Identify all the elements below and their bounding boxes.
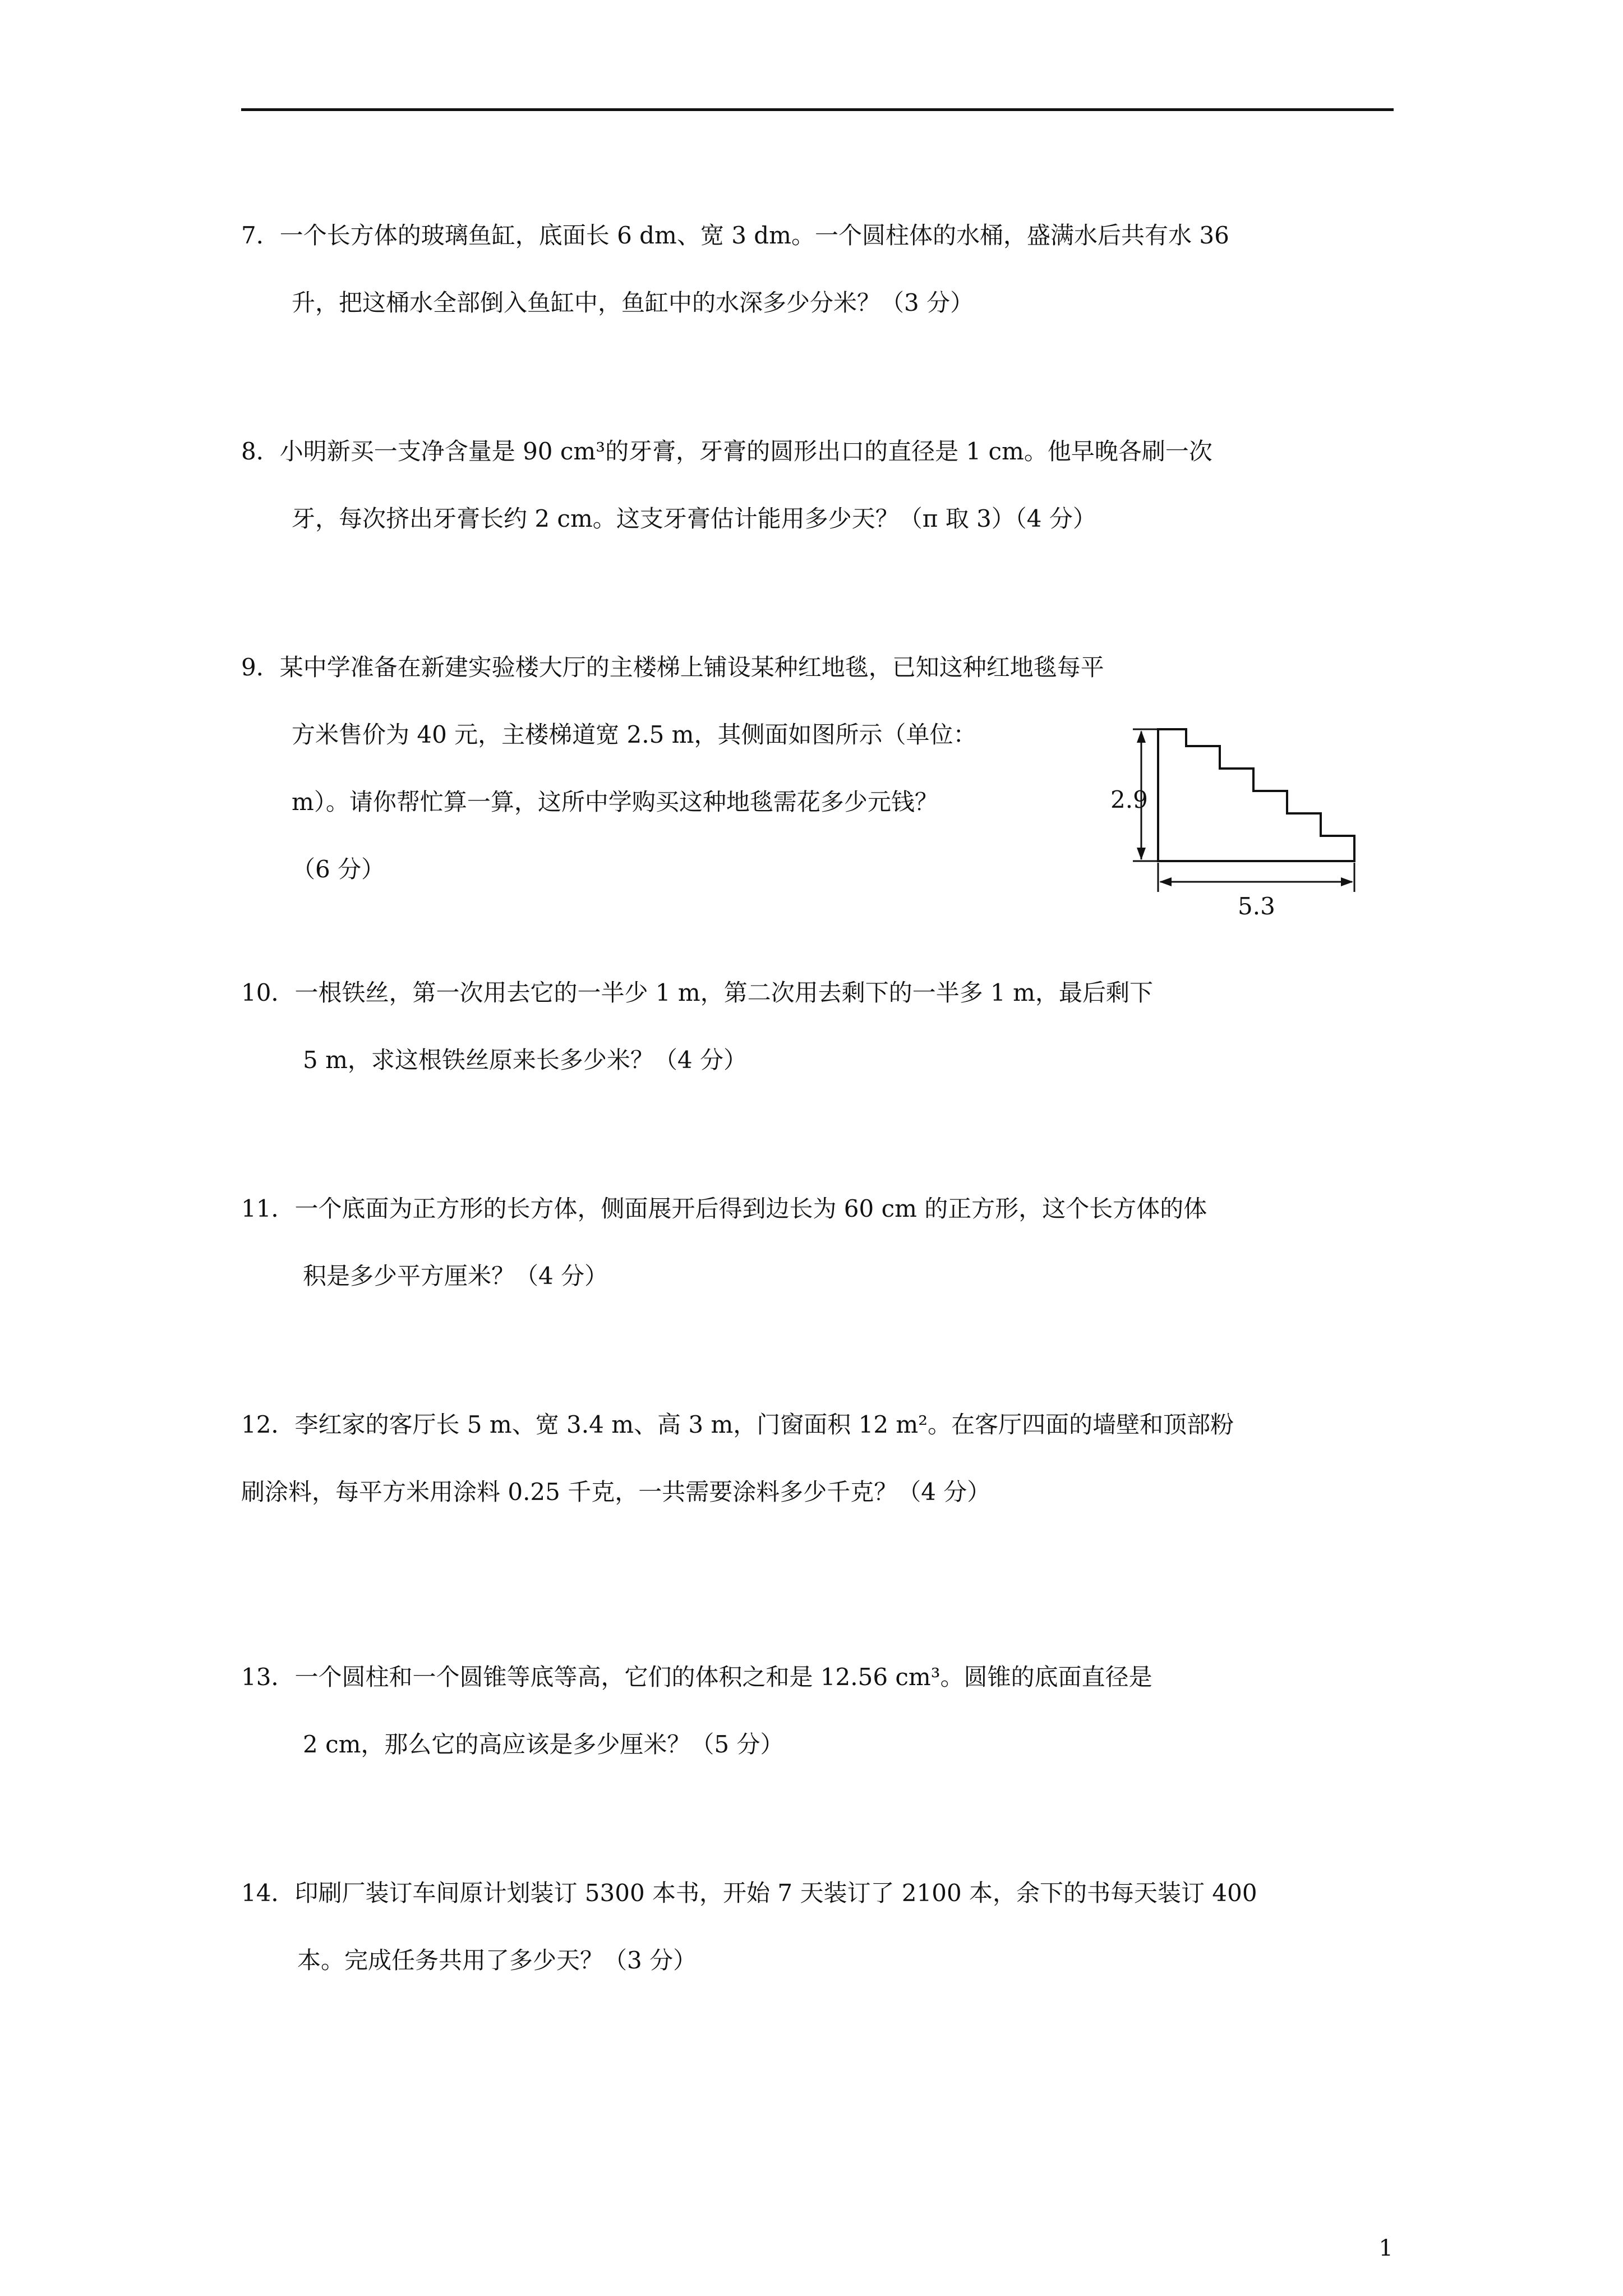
- question-line: 积是多少平方厘米？（4 分）: [303, 1262, 608, 1290]
- question-number: 12．: [241, 1411, 295, 1438]
- question-number: 11．: [241, 1195, 295, 1222]
- question-line: 本。完成任务共用了多少天？（3 分）: [297, 1947, 697, 1974]
- question-line: 9．某中学准备在新建实验楼大厅的主楼梯上铺设某种红地毯，已知这种红地毯每平: [241, 634, 1104, 701]
- staircase-outline: [1158, 729, 1354, 861]
- question-line: 7．一个长方体的玻璃鱼缸，底面长 6 dm、宽 3 dm。一个圆柱体的水桶，盛满水后共有水 36: [241, 202, 1229, 269]
- page-number: 1: [1378, 2235, 1393, 2261]
- question-number: 7．: [241, 222, 280, 249]
- question-12: [241, 1391, 1234, 1526]
- arrow-down: [1137, 848, 1146, 860]
- question-10: [241, 959, 1153, 1094]
- question-line: 13．一个圆柱和一个圆锥等底等高，它们的体积之和是 12.56 cm³。圆锥的底面直径是: [241, 1644, 1152, 1711]
- question-line: 牙，每次挤出牙膏长约 2 cm。这支牙膏估计能用多少天？（π 取 3）（4 分）: [292, 505, 1096, 532]
- question-line: 5 m，求这根铁丝原来长多少米？（4 分）: [303, 1046, 747, 1074]
- question-11: [241, 1175, 1207, 1310]
- question-line: 升，把这桶水全部倒入鱼缸中，鱼缸中的水深多少分米？（3 分）: [292, 289, 974, 316]
- question-line: 11．一个底面为正方形的长方体，侧面展开后得到边长为 60 cm 的正方形，这个长方体的体: [241, 1175, 1207, 1243]
- question-number: 8．: [241, 438, 280, 465]
- arrow-right: [1341, 877, 1353, 886]
- question-line: 2 cm，那么它的高应该是多少厘米？（5 分）: [303, 1731, 784, 1758]
- arrow-up: [1137, 730, 1146, 743]
- header-rule: [241, 108, 1394, 111]
- height-label: 2.9: [1110, 786, 1148, 813]
- question-line: m）。请你帮忙算一算，这所中学购买这种地毯需花多少元钱？: [292, 788, 938, 816]
- question-line: 方米售价为 40 元，主楼梯道宽 2.5 m，其侧面如图所示（单位：: [292, 721, 977, 748]
- staircase-figure: [1108, 724, 1399, 926]
- question-number: 10．: [241, 979, 295, 1006]
- question-line: 14．印刷厂装订车间原计划装订 5300 本书，开始 7 天装订了 2100 本，余下的书每天装订 400: [241, 1860, 1257, 1927]
- question-line: （6 分）: [292, 855, 385, 883]
- question-8: [241, 418, 1212, 553]
- question-line: 8．小明新买一支净含量是 90 cm³的牙膏，牙膏的圆形出口的直径是 1 cm。他早晚各刷一次: [241, 418, 1212, 485]
- question-9: [241, 634, 1104, 903]
- question-number: 14．: [241, 1879, 295, 1907]
- question-line: 12．李红家的客厅长 5 m、宽 3.4 m、高 3 m，门窗面积 12 m²。在客厅四面的墙壁和顶部粉: [241, 1391, 1234, 1458]
- question-number: 13．: [241, 1663, 295, 1691]
- question-14: [241, 1860, 1257, 1994]
- question-line: 10．一根铁丝，第一次用去它的一半少 1 m，第二次用去剩下的一半多 1 m，最后剩下: [241, 959, 1153, 1027]
- question-line: 刷涂料，每平方米用涂料 0.25 千克，一共需要涂料多少千克？（4 分）: [241, 1478, 991, 1506]
- question-7: [241, 202, 1229, 337]
- question-13: [241, 1644, 1152, 1778]
- width-label: 5.3: [1238, 892, 1275, 920]
- question-number: 9．: [241, 654, 280, 681]
- arrow-left: [1159, 877, 1172, 886]
